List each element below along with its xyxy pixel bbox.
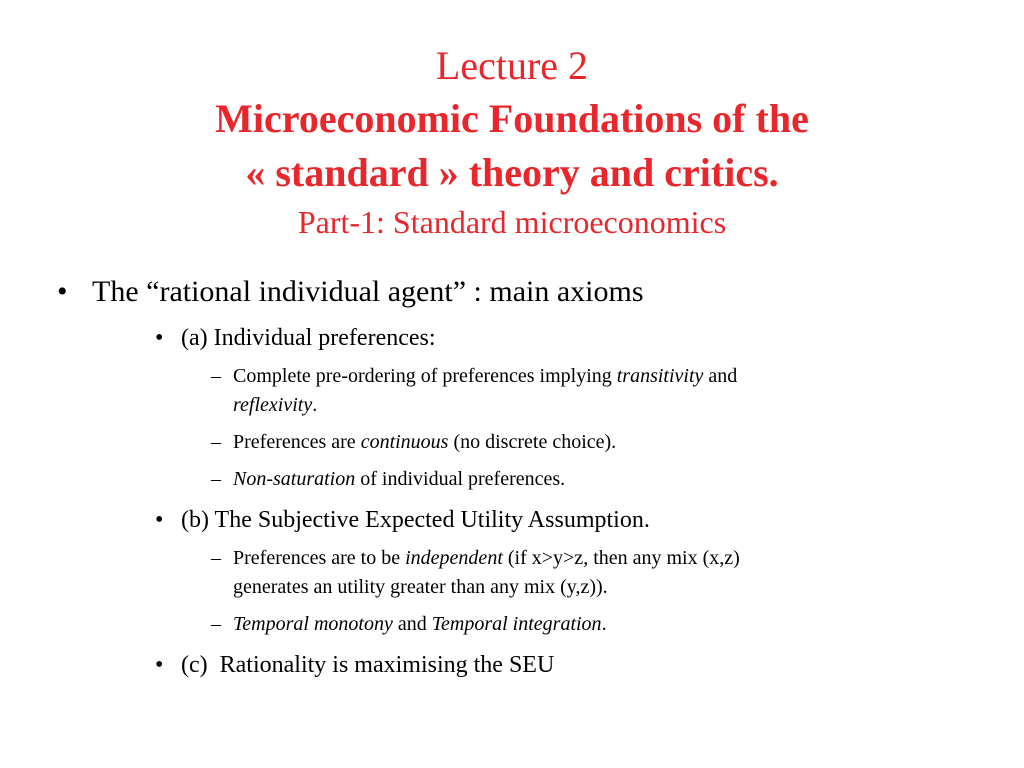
sub-bullet-temporal (0, 610, 1024, 639)
sub-bullet-independent (0, 544, 1024, 602)
bullet-dot: • (57, 275, 68, 308)
text-run: generates an utility greater than any mix (y,z)). (233, 576, 608, 598)
text-run: and (703, 365, 738, 387)
text-run: of individual preferences. (355, 468, 566, 490)
text-run: . (312, 394, 318, 416)
bullet-rational-agent (0, 272, 1024, 312)
bullet-rationality (0, 649, 1024, 681)
title-subtitle: Part-1: Standard microeconomics (297, 204, 727, 240)
bullet-seu-assumption (0, 504, 1024, 536)
sub-bullet-text (233, 465, 565, 494)
bullet-dash: – (211, 365, 221, 387)
emphasis-continuous: continuous (360, 431, 449, 453)
bullet-dash: – (211, 431, 221, 453)
bullet-text: (b) The Subjective Expected Utility Assumption. (181, 507, 650, 533)
emphasis-transitivity: transitivity (616, 365, 704, 387)
text-run: (no discrete choice). (448, 431, 617, 453)
text-run: . (601, 613, 607, 635)
bullet-text: (a) Individual preferences: (181, 325, 436, 351)
sub-bullet-continuous (0, 428, 1024, 457)
bullet-text: The “rational individual agent” : main axioms (92, 275, 644, 308)
sub-bullet-non-saturation (0, 465, 1024, 494)
bullet-dash: – (211, 613, 221, 635)
emphasis-non-saturation: Non-saturation (233, 468, 356, 490)
text-run: (if x>y>z, then any mix (x,z) (502, 547, 740, 569)
emphasis-temporal-integration: Temporal integration (431, 613, 602, 635)
title-lecture-number: Lecture 2 (435, 43, 589, 88)
sub-bullet-complete-preordering (0, 362, 1024, 420)
bullet-dot: • (155, 325, 164, 351)
text-run: Complete pre-ordering of preferences implying (233, 365, 617, 387)
emphasis-temporal-monotony: Temporal monotony (233, 613, 393, 635)
text-run: Preferences are (233, 431, 361, 453)
sub-bullet-text (233, 362, 913, 420)
sub-bullet-text (233, 544, 913, 602)
title-main-line-1: Microeconomic Foundations of the (215, 96, 809, 141)
bullet-dash: – (211, 468, 221, 490)
text-run: Preferences are to be (233, 547, 406, 569)
bullet-text: (c) Rationality is maximising the SEU (181, 652, 555, 678)
sub-bullet-text (233, 610, 607, 639)
bullet-dot: • (155, 652, 164, 678)
emphasis-independent: independent (405, 547, 503, 569)
bullet-dot: • (155, 507, 164, 533)
title-main-line-2: « standard » theory and critics. (245, 150, 779, 195)
bullet-individual-preferences (0, 322, 1024, 354)
emphasis-reflexivity: reflexivity (233, 394, 313, 416)
sub-bullet-text (233, 428, 616, 457)
bullet-dash: – (211, 547, 221, 569)
slide-title (0, 40, 1024, 244)
text-run: and (392, 613, 432, 635)
